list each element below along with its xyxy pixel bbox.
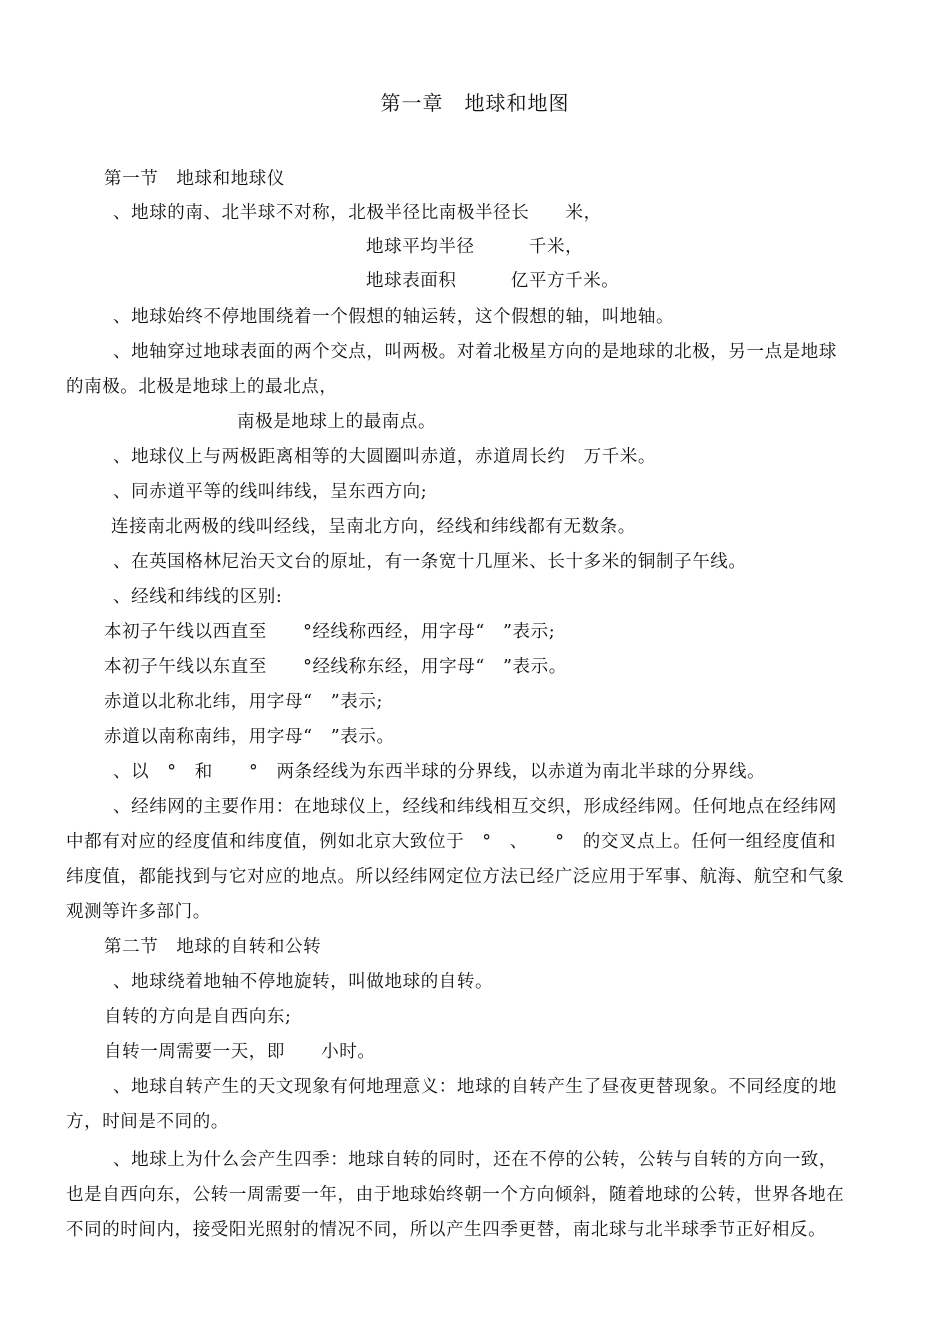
paragraph-line: 、地球仪上与两极距离相等的大圆圈叫赤道，赤道周长约 万千米。 bbox=[113, 447, 656, 467]
paragraph-line: 南极是地球上的最南点。 bbox=[237, 412, 437, 432]
paragraph-line: 赤道以北称北纬，用字母“ ”表示; bbox=[104, 692, 383, 712]
paragraph-line: 纬度值，都能找到与它对应的地点。所以经纬网定位方法已经广泛应用于军事、航海、航空和气象 bbox=[66, 867, 845, 887]
paragraph-line: 、地球始终不停地围绕着一个假想的轴运转，这个假想的轴，叫地轴。 bbox=[113, 307, 675, 327]
paragraph-line: 赤道以南称南纬，用字母“ ”表示。 bbox=[104, 727, 395, 747]
paragraph-line: 自转的方向是自西向东; bbox=[104, 1007, 292, 1027]
section-heading-2: 第二节 地球的自转和公转 bbox=[104, 937, 322, 957]
paragraph-line: 也是自西向东，公转一周需要一年，由于地球始终朝一个方向倾斜，随着地球的公转，世界各地在 bbox=[66, 1185, 845, 1205]
paragraph-line: 、地球上为什么会产生四季：地球自转的同时，还在不停的公转，公转与自转的方向一致， bbox=[113, 1150, 837, 1170]
paragraph-line: 本初子午线以西直至 °经线称西经，用字母“ ”表示; bbox=[104, 622, 556, 642]
paragraph-line: 连接南北两极的线叫经线，呈南北方向，经线和纬线都有无数条。 bbox=[111, 517, 636, 537]
section-heading-1: 第一节 地球和地球仪 bbox=[104, 169, 285, 189]
paragraph-line: 不同的时间内，接受阳光照射的情况不同，所以产生四季更替，南北球与北半球季节正好相反。 bbox=[66, 1220, 827, 1240]
paragraph-line: 的南极。北极是地球上的最北点， bbox=[66, 377, 338, 397]
paragraph-line: 、在英国格林尼治天文台的原址，有一条宽十几厘米、长十多米的铜制子午线。 bbox=[113, 552, 747, 572]
paragraph-line: 中都有对应的经度值和纬度值，例如北京大致位于 ° 、 ° 的交叉点上。任何一组经度值和 bbox=[66, 832, 837, 852]
paragraph-line: 地球表面积 亿平方千米。 bbox=[366, 271, 620, 291]
paragraph-line: 方，时间是不同的。 bbox=[66, 1112, 229, 1132]
paragraph-line: 自转一周需要一天，即 小时。 bbox=[104, 1042, 376, 1062]
paragraph-line: 本初子午线以东直至 °经线称东经，用字母“ ”表示。 bbox=[104, 657, 567, 677]
chapter-title: 第一章 地球和地图 bbox=[380, 91, 570, 115]
paragraph-line: 、地球绕着地轴不停地旋转，叫做地球的自转。 bbox=[113, 972, 494, 992]
paragraph-line: 、以 ° 和 ° 两条经线为东西半球的分界线，以赤道为南北半球的分界线。 bbox=[113, 762, 766, 782]
paragraph-line: 、地球自转产生的天文现象有何地理意义：地球的自转产生了昼夜更替现象。不同经度的地 bbox=[113, 1077, 837, 1097]
paragraph-line: 、经纬网的主要作用：在地球仪上，经线和纬线相互交织，形成经纬网。任何地点在经纬网 bbox=[113, 797, 837, 817]
paragraph-line: 观测等许多部门。 bbox=[66, 902, 211, 922]
paragraph-line: 、地球的南、北半球不对称，北极半径比南极半径长 米， bbox=[113, 203, 602, 223]
paragraph-line: 、地轴穿过地球表面的两个交点，叫两极。对着北极星方向的是地球的北极，另一点是地球 bbox=[113, 342, 837, 362]
paragraph-line: 、同赤道平等的线叫纬线，呈东西方向; bbox=[113, 482, 428, 502]
paragraph-line: 、经线和纬线的区别: bbox=[113, 587, 283, 607]
paragraph-line: 地球平均半径 千米， bbox=[366, 237, 584, 257]
